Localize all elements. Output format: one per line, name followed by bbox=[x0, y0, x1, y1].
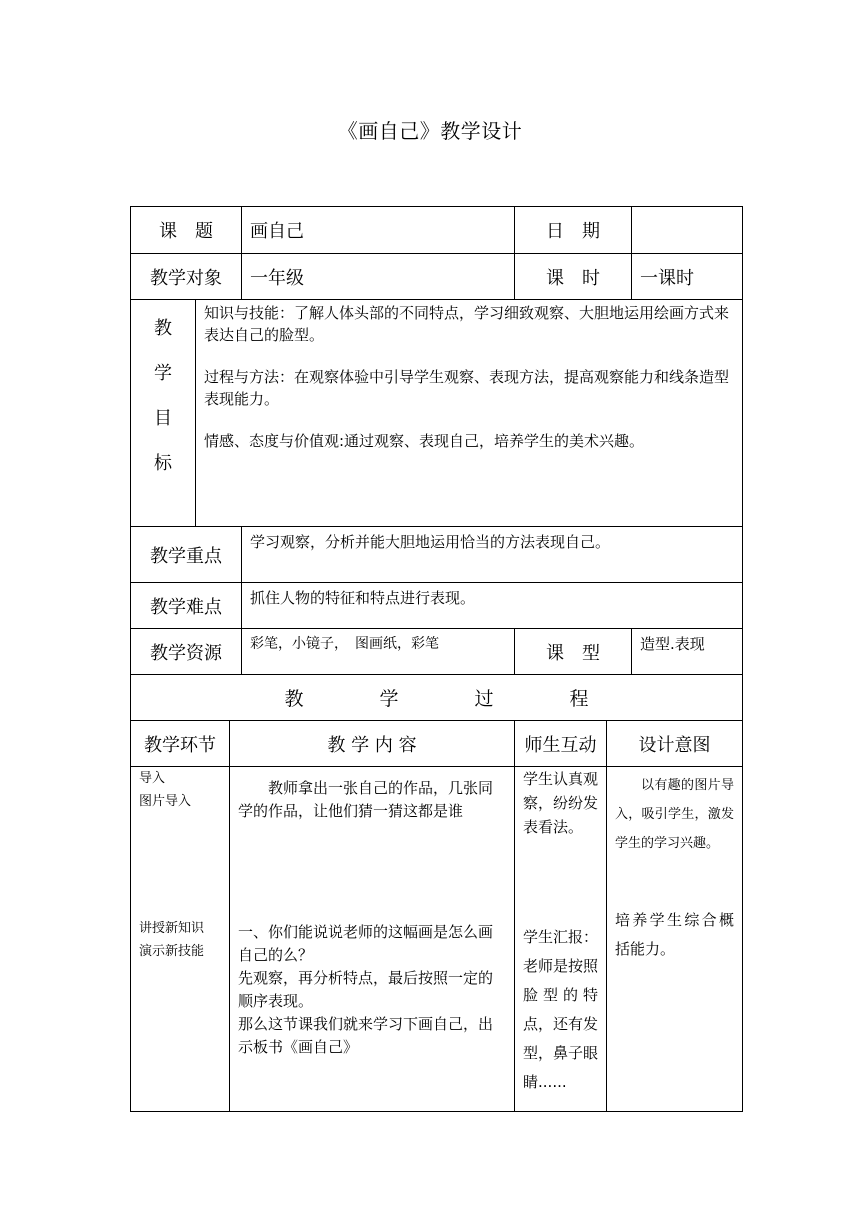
document-title: 《画自己》教学设计 bbox=[337, 119, 523, 143]
key-label: 教学重点 bbox=[131, 527, 242, 583]
resources-value: 彩笔，小镜子， 图画纸，彩笔 bbox=[242, 629, 515, 675]
resources-label: 教学资源 bbox=[131, 629, 242, 675]
intent-ability: 培养学生综合概括能力。 bbox=[615, 911, 735, 958]
content-intro: 教师拿出一张自己的作品，几张同学的作品，让他们猜一猜这都是谁 bbox=[238, 779, 494, 820]
lesson-plan-table bbox=[130, 206, 743, 1112]
goal-knowledge: 知识与技能：了解人体头部的不同特点，学习细致观察、大胆地运用绘画方式来表达自己的脸型。 bbox=[204, 304, 730, 344]
goals-row bbox=[131, 300, 743, 527]
process-body-row bbox=[131, 767, 743, 1112]
type-value: 造型.表现 bbox=[632, 629, 743, 675]
goal-emotion: 情感、态度与价值观:通过观察、表现自己，培养学生的美术兴趣。 bbox=[204, 432, 645, 450]
goals-label-char: 学 bbox=[154, 363, 172, 384]
header-interaction: 师生互动 bbox=[515, 721, 607, 767]
interaction-report: 学生汇报：老师是按照脸型的特点，还有发型，鼻子眼睛...... bbox=[523, 928, 599, 1091]
type-label: 课 型 bbox=[515, 629, 632, 675]
interaction-cell bbox=[515, 767, 607, 1112]
section-cell bbox=[131, 767, 230, 1112]
goals-label bbox=[131, 300, 196, 527]
process-heading bbox=[131, 675, 743, 721]
difficulty-label: 教学难点 bbox=[131, 583, 242, 629]
interaction-intro: 学生认真观察，纷纷发表看法。 bbox=[523, 770, 599, 836]
content-board: 那么这节课我们就来学习下画自己，出示板书《画自己》 bbox=[238, 1015, 494, 1056]
process-heading-char: 过 bbox=[474, 688, 494, 710]
content-cell bbox=[230, 767, 515, 1112]
section-teach-sub: 演示新技能 bbox=[139, 944, 205, 959]
content-question: 一、你们能说说老师的这幅画是怎么画自己的么？ bbox=[238, 923, 494, 964]
date-label: 日 期 bbox=[515, 207, 632, 254]
process-header-row bbox=[131, 721, 743, 767]
period-label: 课 时 bbox=[515, 254, 632, 300]
key-row bbox=[131, 527, 743, 583]
target-row bbox=[131, 254, 743, 300]
content-method: 先观察，再分析特点，最后按照一定的顺序表现。 bbox=[238, 969, 494, 1010]
process-heading-row bbox=[131, 675, 743, 721]
key-value: 学习观察，分析并能大胆地运用恰当的方法表现自己。 bbox=[242, 527, 743, 583]
section-teach: 讲授新知识 bbox=[139, 921, 205, 936]
period-value: 一课时 bbox=[632, 254, 743, 300]
goals-label-char: 标 bbox=[154, 453, 172, 474]
topic-row bbox=[131, 207, 743, 254]
difficulty-value: 抓住人物的特征和特点进行表现。 bbox=[242, 583, 743, 629]
header-content: 教 学 内 容 bbox=[230, 721, 515, 767]
header-section: 教学环节 bbox=[131, 721, 230, 767]
resources-row bbox=[131, 629, 743, 675]
section-intro: 导入 bbox=[139, 771, 166, 786]
section-intro-sub: 图片导入 bbox=[139, 794, 192, 809]
header-intent: 设计意图 bbox=[607, 721, 743, 767]
goals-label-char: 教 bbox=[154, 318, 172, 339]
target-value: 一年级 bbox=[242, 254, 515, 300]
process-heading-char: 教 bbox=[284, 688, 304, 710]
goal-process: 过程与方法：在观察体验中引导学生观察、表现方法，提高观察能力和线条造型表现能力。 bbox=[204, 368, 730, 408]
topic-label: 课 题 bbox=[131, 207, 242, 254]
goals-content bbox=[196, 300, 743, 527]
process-heading-char: 学 bbox=[379, 688, 399, 710]
date-value bbox=[632, 207, 743, 254]
topic-value: 画自己 bbox=[242, 207, 515, 254]
intent-cell bbox=[607, 767, 743, 1112]
goals-label-char: 目 bbox=[154, 408, 172, 429]
intent-intro: 以有趣的图片导入，吸引学生，激发学生的学习兴趣。 bbox=[615, 778, 735, 851]
difficulty-row bbox=[131, 583, 743, 629]
target-label: 教学对象 bbox=[131, 254, 242, 300]
process-heading-char: 程 bbox=[569, 688, 589, 710]
